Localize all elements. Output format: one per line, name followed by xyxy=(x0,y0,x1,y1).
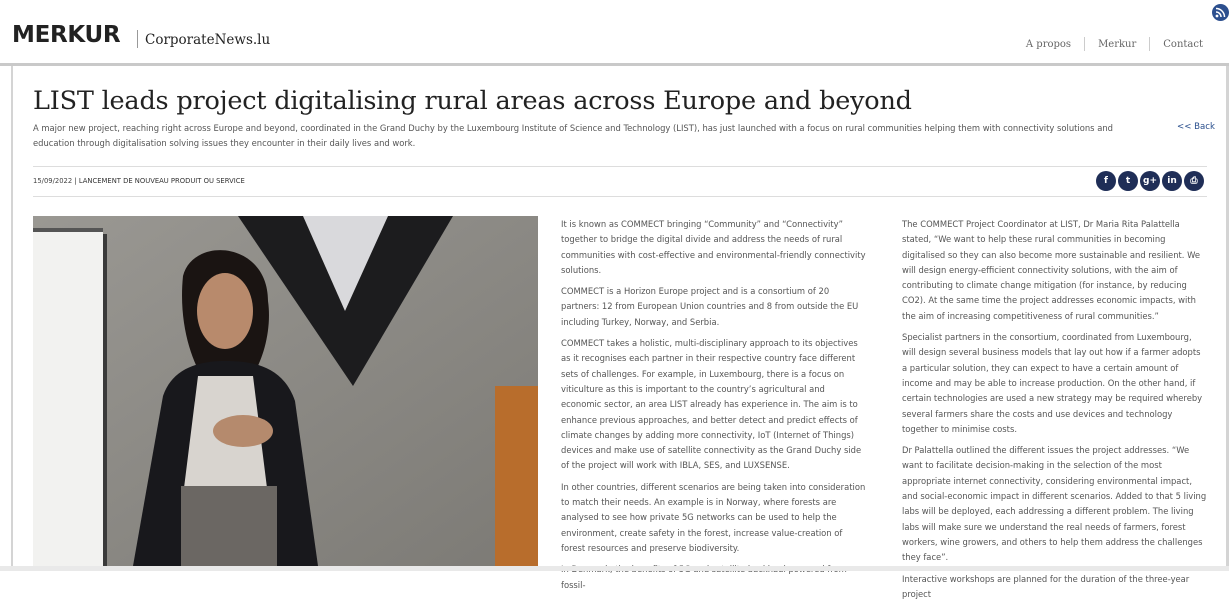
nav-merkur[interactable]: Merkur xyxy=(1098,38,1137,50)
rss-icon[interactable] xyxy=(1212,4,1229,21)
article-column-1 xyxy=(561,217,867,599)
site-header xyxy=(0,0,1229,63)
paragraph: Specialist partners in the consortium, coordinated from Luxembourg, will design several business models that lay out how if a farmer adopts a particular solution, they can expect to have a certain amount of income and may be able to increase production. On the other hand, if certain technologies are used a new strategy may be required whereby several farmers share the costs and use devices and technology together to minimise costs. xyxy=(902,332,1203,434)
article-lead: A major new project, reaching right across Europe and beyond, coordinated in the Grand Duchy by the Luxembourg Institute of Science and Technology (LIST), has just launched with a focus on rural communities helping them with connectivity solutions and education through digitalisation solving issues they encounter in their daily lives and work. xyxy=(33,123,1113,148)
paragraph: The COMMECT Project Coordinator at LIST, Dr Maria Rita Palattella stated, “We want to help these rural communities in becoming digitalised so they can also become more sustainable and resilient. We will design energy-efficient connectivity solutions, with the aim of contributing to climate change mitigation (for instance, by reducing CO2). At the same time the project addresses economic impacts, with the aim of increasing competitiveness of rural communities.” xyxy=(902,219,1201,321)
article-photo xyxy=(33,216,538,566)
share-buttons xyxy=(1096,171,1204,191)
twitter-icon[interactable]: t xyxy=(1118,171,1138,191)
content-frame-left xyxy=(11,66,13,571)
article-category[interactable]: LANCEMENT DE NOUVEAU PRODUIT OU SERVICE xyxy=(78,177,245,185)
nav-divider xyxy=(1084,37,1085,51)
content-frame-top xyxy=(0,63,1229,66)
divider xyxy=(33,196,1207,197)
page-bottom-edge xyxy=(0,566,1229,571)
back-link[interactable]: << Back xyxy=(1177,122,1215,132)
paragraph: It is known as COMMECT bringing “Community” and “Connectivity” together to bridge the digital divide and address the needs of rural communities with cost-effective and environmental-friendly connectivity solutions. xyxy=(561,219,866,275)
article-date: 15/09/2022 xyxy=(33,177,73,185)
linkedin-icon[interactable]: in xyxy=(1162,171,1182,191)
paragraph: COMMECT is a Horizon Europe project and is a consortium of 20 partners: 12 from European Union countries and 8 from outside the EU including Turkey, Norway, and Serbia. xyxy=(561,286,859,327)
meta-separator: | xyxy=(74,177,77,185)
paragraph: Dr Palattella outlined the different issues the project addresses. “We want to facilitate decision-making in the selection of the most appropriate internet connectivity, considering environmental impact, and social-economic impact in different scenarios. Added to that 5 living labs will be deployed, each addressing a different problem. The living labs will make sure we understand the real needs of farmers, forest workers, wine growers, and others to help them address the challenges they face”. xyxy=(902,445,1207,563)
merkur-logo[interactable]: MERKUR xyxy=(12,22,121,48)
nav-divider xyxy=(1149,37,1150,51)
paragraph: COMMECT takes a holistic, multi-disciplinary approach to its objectives as it recognises each partner in their respective country face different sets of challenges. For example, in Luxembourg, there is a focus on viticulture as this is important to the country’s agricultural and economic sector, an area LIST already has experience in. The aim is to enhance previous approaches, and better detect and predict effects of climate changes by adding more connectivity, IoT (Internet of Things) devices and make use of satellite connectivity as the Grand Duchy side of the project will work with IBLA, SES, and LUXSENSE. xyxy=(561,338,862,471)
paragraph: fossil- xyxy=(561,579,586,590)
paragraph: Interactive workshops are planned for the duration of the three-year project xyxy=(902,573,1190,599)
facebook-icon[interactable]: f xyxy=(1096,171,1116,191)
article-column-2 xyxy=(902,217,1208,608)
nav-contact[interactable]: Contact xyxy=(1163,38,1203,50)
logo-divider xyxy=(137,30,138,48)
paragraph: In other countries, different scenarios are being taken into consideration to match their needs. An example is in Norway, where forests are analysed to see how private 5G networks can be used to help the environment, create safety in the forest, increase value-creation of forest resources and preserve biodiversity. xyxy=(561,481,866,553)
google-plus-icon[interactable]: g+ xyxy=(1140,171,1160,191)
nav-a-propos[interactable]: A propos xyxy=(1025,38,1072,50)
article-meta xyxy=(33,177,245,185)
top-nav xyxy=(1026,37,1203,51)
divider xyxy=(33,166,1207,167)
article-title: LIST leads project digitalising rural areas across Europe and beyond xyxy=(33,86,912,116)
print-icon[interactable]: ⎙ xyxy=(1184,171,1204,191)
site-name[interactable]: CorporateNews.lu xyxy=(145,32,271,48)
